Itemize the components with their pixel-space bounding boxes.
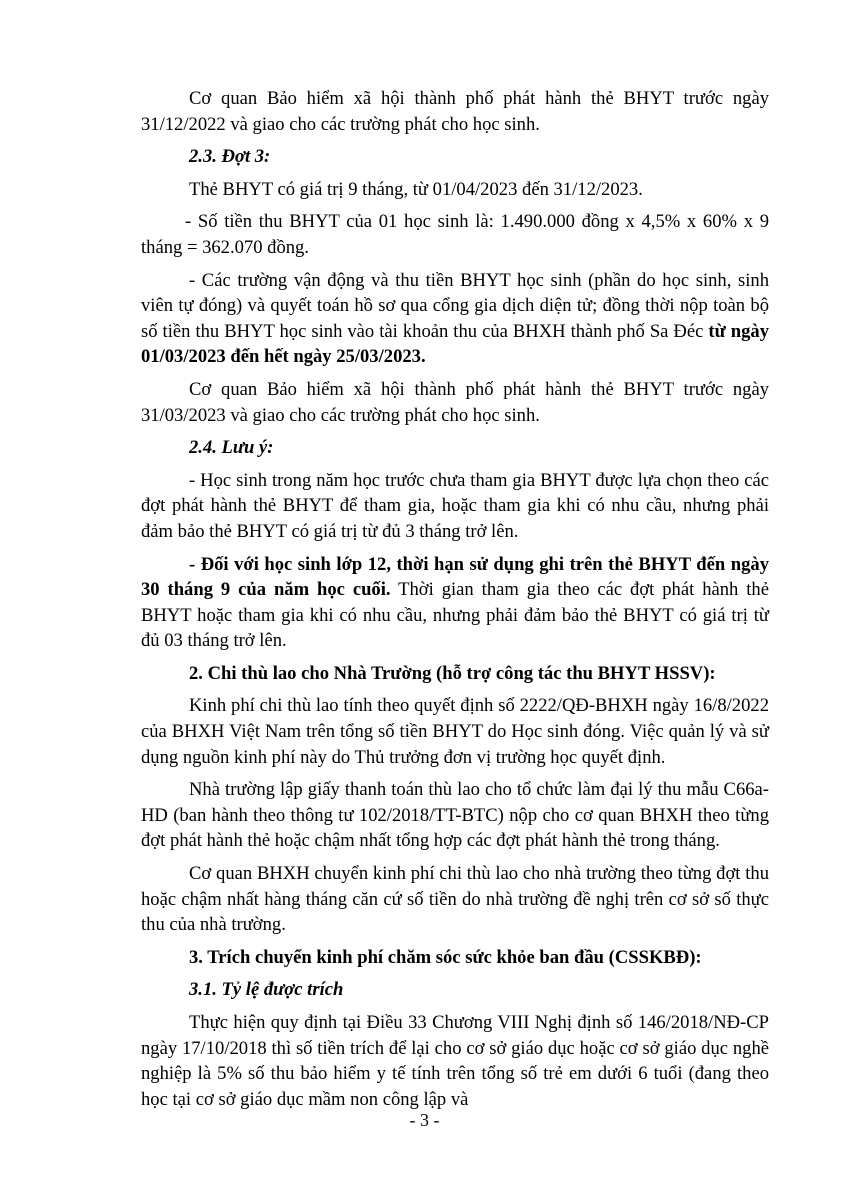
paragraph-rate-details: Thực hiện quy định tại Điều 33 Chương VIII Nghị định số 146/2018/NĐ-CP ngày 17/10/2018 thì số tiền trích để lại cho cơ sở giáo dục hoặc cơ sở giáo dục nghề nghiệp là 5% số thu bảo hiểm y tế tính trên tổng số trẻ em dưới 6 tuổi (đang theo học tại cơ sở giáo dục mầm non công lập và — [141, 1012, 769, 1110]
paragraph-card-validity: Thẻ BHYT có giá trị 9 tháng, từ 01/04/2023 đến 31/12/2023. — [189, 178, 643, 200]
paragraph-remuneration-budget: Kinh phí chi thù lao tính theo quyết định số 2222/QĐ-BHXH ngày 16/8/2022 của BHXH Việt Nam trên tổng số tiền BHYT do Học sinh đóng. Việc quản lý và sử dụng nguồn kinh phí này do Thủ trưởng đơn vị trường học quyết định. — [141, 695, 769, 768]
heading-dot-3: 2.3. Đợt 3: — [189, 146, 271, 168]
grade-12-text: Thời gian tham gia theo các đợt phát hành thẻ BHYT hoặc tham gia khi có nhu cầu, nhưng phải đảm bảo thẻ BHYT có giá trị từ đủ 03 tháng trở lên. — [141, 579, 769, 652]
paragraph-note-grade-12 — [141, 552, 769, 654]
page-number: - 3 - — [409, 1110, 440, 1130]
heading-note: 2.4. Lưu ý: — [189, 437, 274, 459]
paragraph-remuneration-transfer: Cơ quan BHXH chuyển kinh phí chi thù lao cho nhà trường theo từng đợt thu hoặc chậm nhất hàng tháng căn cứ số tiền do nhà trường đề nghị trên cơ sở số thực thu của nhà trường. — [141, 863, 769, 936]
collection-deadline: từ ngày 01/03/2023 đến hết ngày 25/03/2023. — [141, 320, 769, 368]
heading-healthcare-fund: 3. Trích chuyển kinh phí chăm sóc sức khỏe ban đầu (CSSKBĐ): — [189, 946, 702, 968]
paragraph-remuneration-payment: Nhà trường lập giấy thanh toán thù lao cho tổ chức làm đại lý thu mẫu C66a-HD (ban hành theo thông tư 102/2018/TT-BTC) nộp cho cơ quan BHXH theo từng đợt phát hành thẻ hoặc chậm nhất tổng hợp các đợt phát hành thẻ trong tháng. — [141, 779, 769, 852]
grade-12-bold-text: - Đối với học sinh lớp 12, thời hạn sử dụng ghi trên thẻ BHYT đến ngày 30 tháng 9 của năm học cuối. — [141, 553, 769, 601]
heading-rate: 3.1. Tỷ lệ được trích — [189, 979, 344, 1001]
document-body — [141, 86, 769, 1119]
paragraph-fee-amount: - Số tiền thu BHYT của 01 học sinh là: 1.490.000 đồng x 4,5% x 60% x 9 tháng = 362.070 đồng. — [141, 211, 769, 258]
collection-text: - Các trường vận động và thu tiền BHYT học sinh (phần do học sinh, sinh viên tự đóng) và quyết toán hồ sơ qua cổng gia dịch diện tử; đồng thời nộp toàn bộ số tiền thu BHYT học sinh vào tài khoản thu của BHXH thành phố Sa Đéc — [141, 269, 769, 342]
paragraph-issue-card-dot3: Cơ quan Bảo hiểm xã hội thành phố phát hành thẻ BHYT trước ngày 31/03/2023 và giao cho các trường phát cho học sinh. — [141, 378, 769, 426]
paragraph-issue-card-dot2: Cơ quan Bảo hiểm xã hội thành phố phát hành thẻ BHYT trước ngày 31/12/2022 và giao cho các trường phát cho học sinh. — [141, 88, 769, 135]
heading-remuneration: 2. Chi thù lao cho Nhà Trường (hỗ trợ công tác thu BHYT HSSV): — [189, 662, 716, 684]
paragraph-collection-instructions — [141, 268, 769, 370]
paragraph-note-previous-year: - Học sinh trong năm học trước chưa tham gia BHYT được lựa chọn theo các đợt phát hành thẻ BHYT để tham gia, hoặc tham gia khi có nhu cầu, nhưng phải đảm bảo thẻ BHYT có giá trị từ đủ 3 tháng trở lên. — [141, 469, 769, 542]
